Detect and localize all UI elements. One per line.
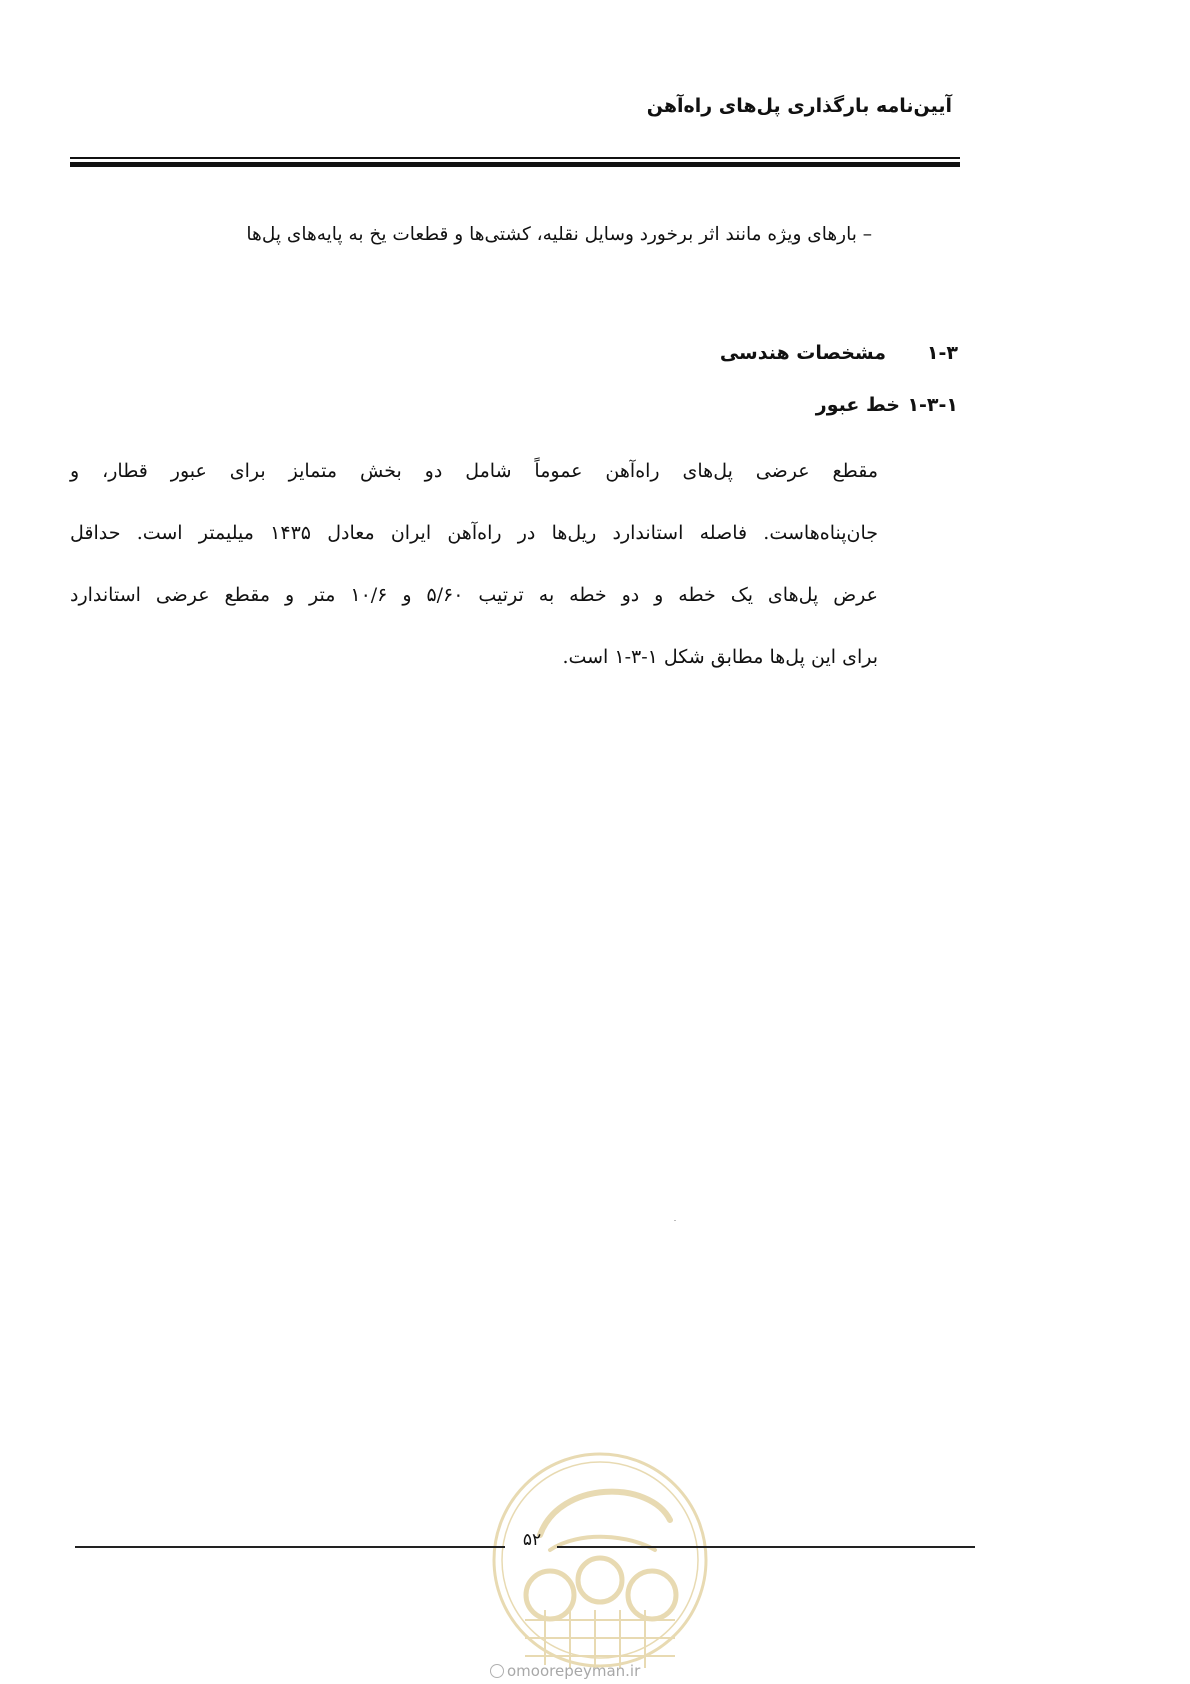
subsection-heading — [816, 390, 958, 420]
paragraph-line: عرض پل‌های یک خطه و دو خطه به ترتیب ۵/۶۰ و ۱۰/۶ متر و مقطع عرضی استاندارد — [70, 584, 878, 606]
globe-icon — [490, 1664, 504, 1678]
publisher-seal-watermark — [480, 1440, 720, 1680]
section-number: ۱-۳ — [926, 342, 958, 364]
site-watermark — [490, 1662, 640, 1680]
header-rule-thick — [70, 162, 960, 167]
subsection-number: ۱-۳-۱ — [907, 394, 958, 416]
scan-speck — [674, 1220, 676, 1221]
footer-rule-right — [557, 1546, 975, 1548]
paragraph-line: مقطع عرضی پل‌های راه‌آهن عموماً شامل دو بخش متمایز برای عبور قطار، و — [70, 460, 878, 482]
paragraph-line: برای این پل‌ها مطابق شکل ۱-۳-۱ است. — [562, 646, 878, 668]
running-header-title: آیین‌نامه بارگذاری پل‌های راه‌آهن — [646, 95, 952, 117]
section-heading — [720, 338, 958, 368]
paragraph-line: جان‌پناه‌هاست. فاصله استاندارد ریل‌ها در راه‌آهن ایران معادل ۱۴۳۵ میلیمتر است. حداقل — [70, 522, 878, 544]
watermark-text: omoorepeyman.ir — [507, 1662, 641, 1680]
bullet-item: – بارهای ویژه مانند اثر برخورد وسایل نقلیه، کشتی‌ها و قطعات یخ به پایه‌های پل‌ها — [246, 224, 872, 245]
footer-rule-left — [75, 1546, 505, 1548]
page-number: ۵۲ — [522, 1530, 542, 1550]
section-title: مشخصات هندسی — [719, 342, 886, 364]
body-paragraph — [70, 440, 878, 688]
header-rule-thin — [70, 157, 960, 159]
subsection-title: خط عبور — [815, 394, 900, 416]
